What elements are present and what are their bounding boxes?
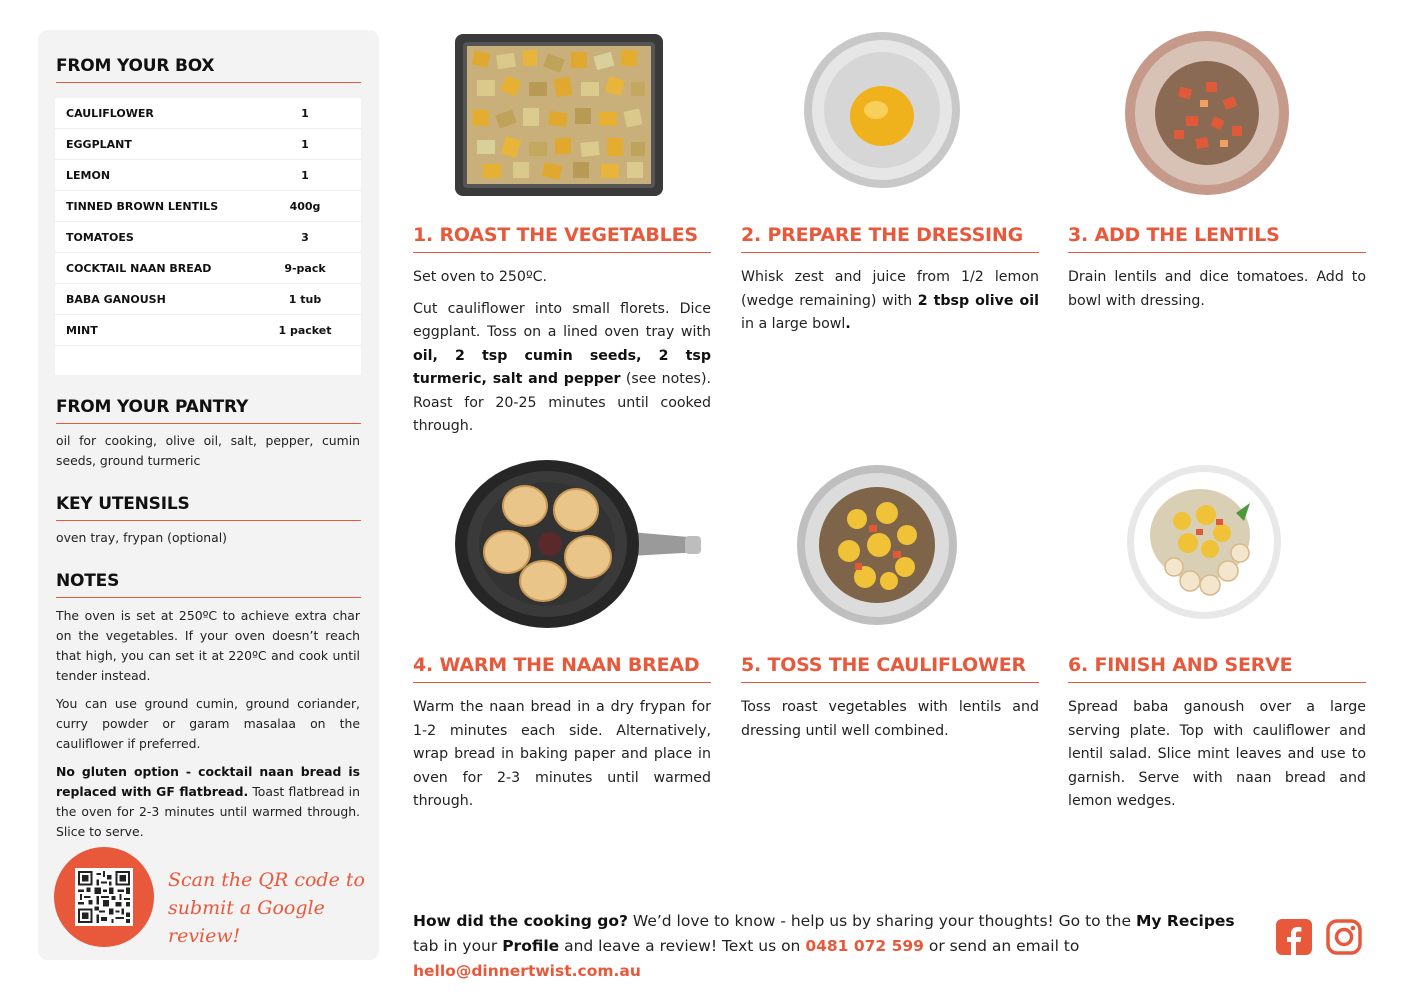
footer-my-recipes: My Recipes xyxy=(1135,912,1235,930)
note-gluten-text: Toast flatbread in the oven for 2-3 minutes until warmed through. Slice to serve. xyxy=(56,784,360,839)
ingredient-name: BABA GANOUSH xyxy=(66,292,166,306)
step-text-run: in a large bowl xyxy=(741,316,846,332)
ingredient-name: TOMATOES xyxy=(66,230,134,244)
feedback-footer xyxy=(413,909,1263,984)
step-3-text xyxy=(1068,266,1366,321)
qr-cta-line: Scan the QR code to xyxy=(168,869,365,891)
step-text-run: (see notes). Roast for 20-25 minutes until cooked through. xyxy=(413,371,711,434)
footer-text-run: tab in your xyxy=(413,937,503,955)
lentils-bowl-image xyxy=(1124,30,1290,196)
ingredient-qty: 9-pack xyxy=(284,261,326,275)
step-text-bold: oil, 2 tsp cumin seeds, 2 tsp turmeric, salt and pepper xyxy=(413,347,711,387)
note-paragraph xyxy=(56,762,360,842)
step-paragraph: Set oven to 250ºC. xyxy=(413,269,548,285)
step-paragraph xyxy=(741,266,1039,337)
email-link[interactable]: hello@dinnertwist.com.au xyxy=(413,962,641,980)
step-paragraph: Toss roast vegetables with lentils and dressing until well combined. xyxy=(741,699,1039,739)
instagram-icon[interactable] xyxy=(1325,918,1363,956)
ingredient-name: EGGPLANT xyxy=(66,137,132,151)
ingredients-sidebar xyxy=(38,30,379,960)
step-6-title: 6. FINISH AND SERVE xyxy=(1068,654,1366,683)
ingredient-qty: 400g xyxy=(289,199,321,213)
ingredient-name: COCKTAIL NAAN BREAD xyxy=(66,261,212,275)
table-row xyxy=(55,222,361,253)
step-paragraph: Drain lentils and dice tomatoes. Add to bowl with dressing. xyxy=(1068,269,1366,309)
step-text-run: Cut cauliflower into small florets. Dice eggplant. Toss on a lined oven tray with xyxy=(413,300,711,340)
step-2-text xyxy=(741,266,1039,345)
finished-plate-image xyxy=(1126,463,1282,621)
pantry-title: FROM YOUR PANTRY xyxy=(56,397,361,424)
step-text-bold: . xyxy=(845,316,851,332)
table-row xyxy=(55,129,361,160)
step-1-text xyxy=(413,266,711,447)
ingredient-qty: 1 tub xyxy=(288,292,322,306)
box-ingredients-table xyxy=(55,98,361,375)
ingredient-name: LEMON xyxy=(66,168,111,182)
footer-text-run: We’d love to know - help us by sharing your thoughts! Go to the xyxy=(627,912,1136,930)
ingredient-qty: 1 xyxy=(301,137,309,151)
qr-code-icon[interactable] xyxy=(75,868,133,926)
step-text-run: Whisk zest and juice from 1/2 lemon (wedge remaining) with xyxy=(741,269,1039,309)
step-2-title: 2. PREPARE THE DRESSING xyxy=(741,224,1039,253)
table-row xyxy=(55,284,361,315)
utensils-title: KEY UTENSILS xyxy=(56,494,361,521)
note-paragraph: The oven is set at 250ºC to achieve extra char on the vegetables. If your oven doesn’t reach that high, you can set it at 220ºC and cook until tender instead. xyxy=(56,608,360,683)
ingredient-name: MINT xyxy=(66,323,98,337)
ingredient-name: CAULIFLOWER xyxy=(66,106,154,120)
dressing-bowl-image xyxy=(802,30,962,190)
naan-frypan-image xyxy=(455,460,703,628)
step-1-title: 1. ROAST THE VEGETABLES xyxy=(413,224,711,253)
table-row xyxy=(55,98,361,129)
ingredient-qty: 3 xyxy=(301,230,309,244)
table-row xyxy=(55,253,361,284)
step-paragraph xyxy=(413,298,711,439)
note-gluten-bold: No gluten option - cocktail naan bread is replaced with GF flatbread. xyxy=(56,764,360,799)
facebook-icon[interactable] xyxy=(1275,918,1313,956)
step-5-title: 5. TOSS THE CAULIFLOWER xyxy=(741,654,1039,683)
step-paragraph: Spread baba ganoush over a large serving plate. Top with cauliflower and lentil salad. Slice mint leaves and use to garnish. Serve with naan bread and lemon wedges. xyxy=(1068,699,1366,809)
step-4-title: 4. WARM THE NAAN BREAD xyxy=(413,654,711,683)
qr-badge xyxy=(54,847,154,947)
utensils-text: oven tray, frypan (optional) xyxy=(56,530,228,545)
step-3-title: 3. ADD THE LENTILS xyxy=(1068,224,1366,253)
ingredient-qty: 1 xyxy=(301,168,309,182)
ingredient-qty: 1 packet xyxy=(278,323,332,337)
note-paragraph: You can use ground cumin, ground coriander, curry powder or garam masalaa on the cauliflower if preferred. xyxy=(56,696,360,751)
footer-question: How did the cooking go? xyxy=(413,912,628,930)
step-5-text xyxy=(741,696,1039,751)
step-4-text xyxy=(413,696,711,822)
notes-title: NOTES xyxy=(56,571,361,598)
ingredient-qty: 1 xyxy=(301,106,309,120)
footer-text-run: or send an email to xyxy=(923,937,1080,955)
box-title: FROM YOUR BOX xyxy=(56,56,361,83)
pantry-text: oil for cooking, olive oil, salt, pepper, cumin seeds, ground turmeric xyxy=(56,433,360,468)
qr-call-to-action xyxy=(168,866,368,950)
ingredient-name: TINNED BROWN LENTILS xyxy=(66,199,219,213)
step-text-bold: 2 tbsp olive oil xyxy=(917,292,1039,309)
step-paragraph: Warm the naan bread in a dry frypan for 1-2 minutes each side. Alternatively, wrap bread in baking paper and place in oven for 2-3 minutes until warmed through. xyxy=(413,699,711,809)
step-6-text xyxy=(1068,696,1366,822)
phone-link[interactable]: 0481 072 599 xyxy=(805,937,924,955)
table-row xyxy=(55,160,361,191)
notes-body xyxy=(56,606,360,850)
roast-tray-image xyxy=(453,32,665,198)
table-row xyxy=(55,191,361,222)
footer-text-run: and leave a review! Text us on xyxy=(559,937,806,955)
table-row xyxy=(55,315,361,346)
qr-cta-line: submit a Google review! xyxy=(168,897,325,947)
footer-profile: Profile xyxy=(502,937,560,955)
cauliflower-bowl-image xyxy=(795,463,959,627)
